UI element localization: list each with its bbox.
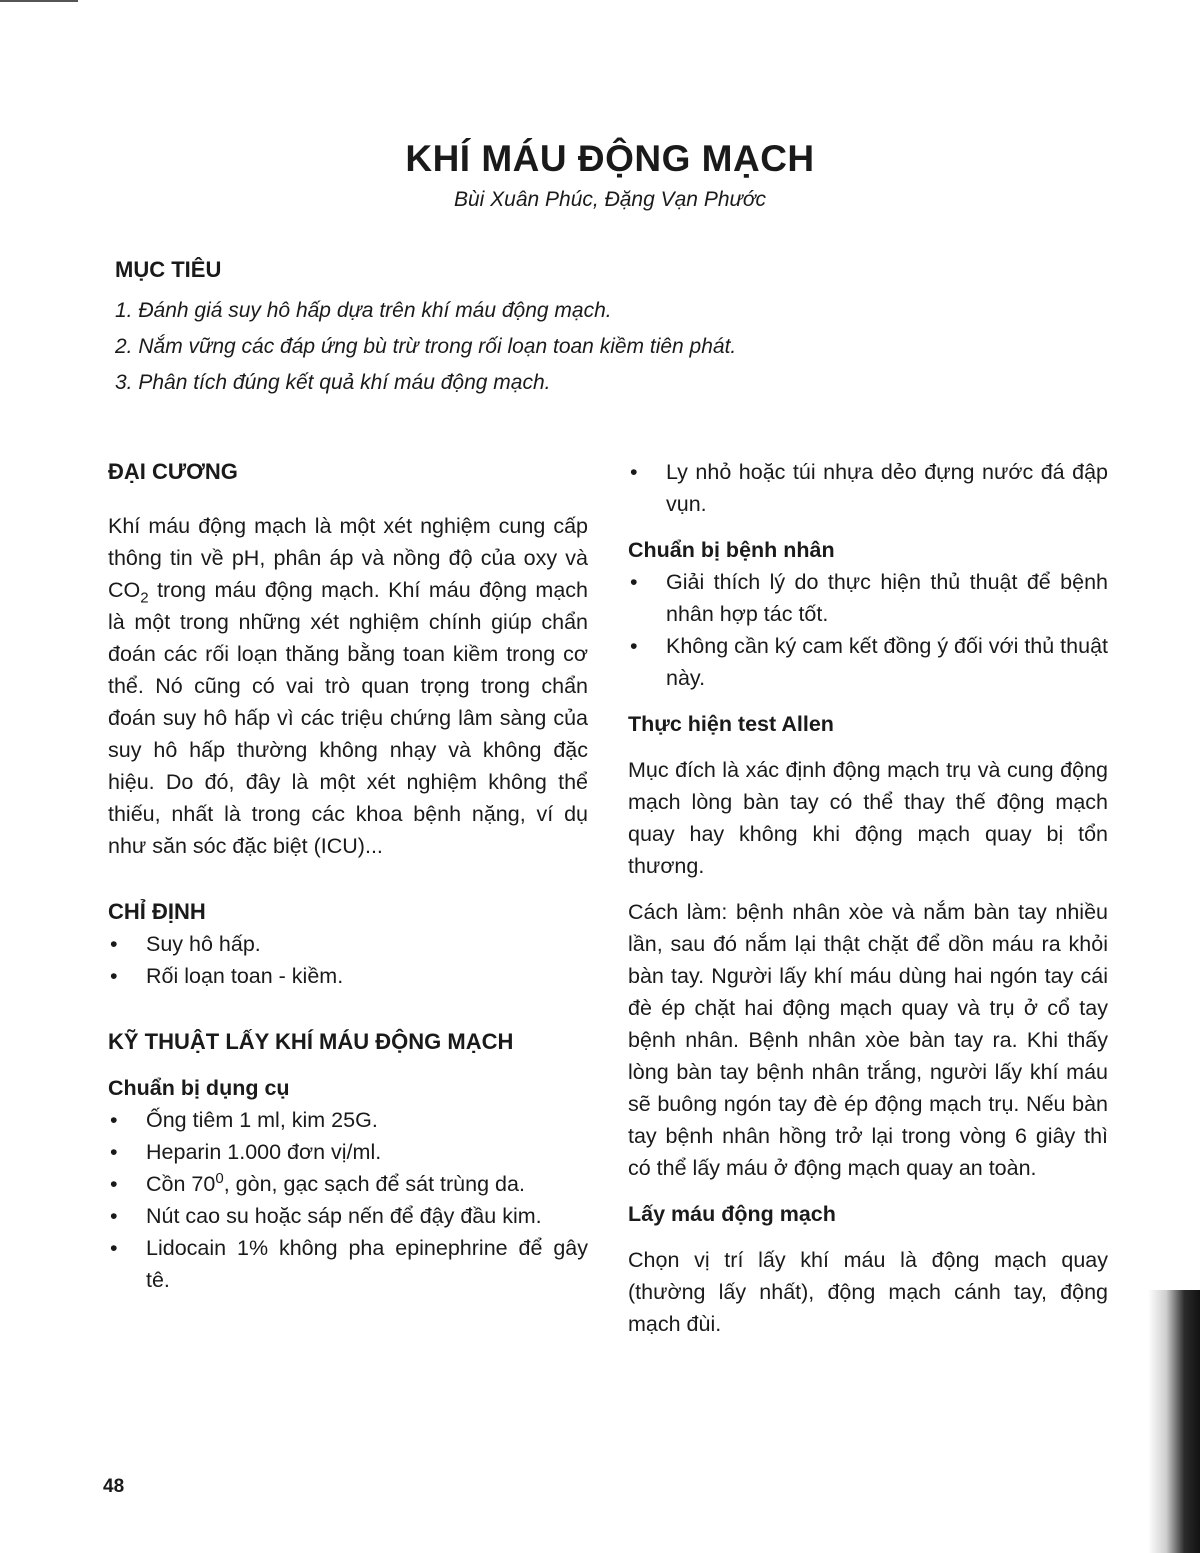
chapter-authors: Bùi Xuân Phúc, Đặng Vạn Phước <box>453 188 767 211</box>
scan-edge-mark <box>0 0 78 2</box>
list-item: • Rối loạn toan - kiềm. <box>108 960 588 992</box>
objectives-heading: MỤC TIÊU <box>115 257 222 282</box>
list-item: • Ống tiêm 1 ml, kim 25G. <box>108 1104 588 1136</box>
benh-nhan-list <box>628 566 1108 694</box>
list-item-text: , gòn, gạc sạch để sát trùng da. <box>223 1172 525 1196</box>
co2-subscript: 2 <box>140 589 149 607</box>
dai-cuong-text-1: Khí máu động mạch là một xét nghiệm cung cấp thông tin về pH, phân áp và nồng độ của oxy và CO <box>108 514 588 602</box>
section-heading-dai-cuong: ĐẠI CƯƠNG <box>108 459 238 484</box>
objective-item: 2. Nắm vững các đáp ứng bù trừ trong rối loạn toan kiềm tiên phát. <box>115 335 737 358</box>
right-column <box>628 456 1108 1340</box>
lay-mau-paragraph: Chọn vị trí lấy khí máu là động mạch quay (thường lấy nhất), động mạch cánh tay, động mạch đùi. <box>628 1248 1108 1336</box>
list-item: • Suy hô hấp. <box>108 928 588 960</box>
dung-cu-list <box>108 1104 588 1296</box>
list-item-text: Cồn 70 <box>146 1172 216 1196</box>
objective-item: 1. Đánh giá suy hô hấp dựa trên khí máu động mạch. <box>115 299 612 322</box>
list-item: • Giải thích lý do thực hiện thủ thuật để bệnh nhân hợp tác tốt. <box>628 566 1108 630</box>
subheading-lay-mau: Lấy máu động mạch <box>628 1202 836 1226</box>
list-item <box>108 1168 588 1200</box>
degree-superscript: 0 <box>215 1169 224 1187</box>
list-item: • Ly nhỏ hoặc túi nhựa dẻo đựng nước đá đập vụn. <box>628 456 1108 520</box>
objectives-section <box>115 257 1015 401</box>
page-number: 48 <box>103 1476 125 1497</box>
section-heading-ky-thuat: KỸ THUẬT LẤY KHÍ MÁU ĐỘNG MẠCH <box>108 1029 514 1054</box>
allen-paragraph-2: Cách làm: bệnh nhân xòe và nắm bàn tay nhiều lần, sau đó nắm lại thật chặt để dồn máu ra khỏi bàn tay. Người lấy khí máu dùng hai ngón tay cái đè ép chặt hai động mạch quay và trụ ở cổ tay bệnh nhân. Bệnh nhân xòe bàn tay ra. Khi thấy lòng bàn tay bệnh nhân trắng, người lấy khí máu sẽ buông ngón tay đè ép động mạch trụ. Nếu bàn tay bệnh nhân hồng trở lại trong vòng 6 giây thì có thể lấy máu ở động mạch quay an toàn. <box>628 900 1108 1180</box>
list-item: • Nút cao su hoặc sáp nến để đậy đầu kim. <box>108 1200 588 1232</box>
objectives-list <box>115 293 1015 401</box>
dai-cuong-paragraph <box>108 510 588 862</box>
dung-cu-list-continued <box>628 456 1108 520</box>
subheading-dung-cu: Chuẩn bị dụng cụ <box>108 1076 290 1100</box>
subheading-allen-test: Thực hiện test Allen <box>628 712 834 736</box>
list-item: • Heparin 1.000 đơn vị/ml. <box>108 1136 588 1168</box>
list-item: • Lidocain 1% không pha epinephrine để gây tê. <box>108 1232 588 1296</box>
book-binding-shadow <box>1148 1290 1200 1553</box>
section-heading-chi-dinh: CHỈ ĐỊNH <box>108 899 206 924</box>
dai-cuong-text-2: trong máu động mạch. Khí máu động mạch là một trong những xét nghiệm chính giúp chẩn đoán các rối loạn thăng bằng toan kiềm trong cơ thể. Nó cũng có vai trò quan trọng trong chẩn đoán suy hô hấp vì các triệu chứng lâm sàng của suy hô hấp thường không nhạy và không đặc hiệu. Do đó, đây là một xét nghiệm không thể thiếu, nhất là trong các khoa bệnh nặng, ví dụ như săn sóc đặc biệt (ICU)... <box>108 578 588 858</box>
left-column <box>108 456 588 1296</box>
chi-dinh-list <box>108 928 588 992</box>
allen-paragraph-1: Mục đích là xác định động mạch trụ và cung động mạch lòng bàn tay có thể thay thế động mạch quay hay không khi động mạch quay bị tổn thương. <box>628 758 1108 878</box>
list-item: • Không cần ký cam kết đồng ý đối với thủ thuật này. <box>628 630 1108 694</box>
chapter-title: KHÍ MÁU ĐỘNG MẠCH <box>405 138 815 179</box>
subheading-benh-nhan: Chuẩn bị bệnh nhân <box>628 538 835 562</box>
objective-item: 3. Phân tích đúng kết quả khí máu động mạch. <box>115 371 551 394</box>
